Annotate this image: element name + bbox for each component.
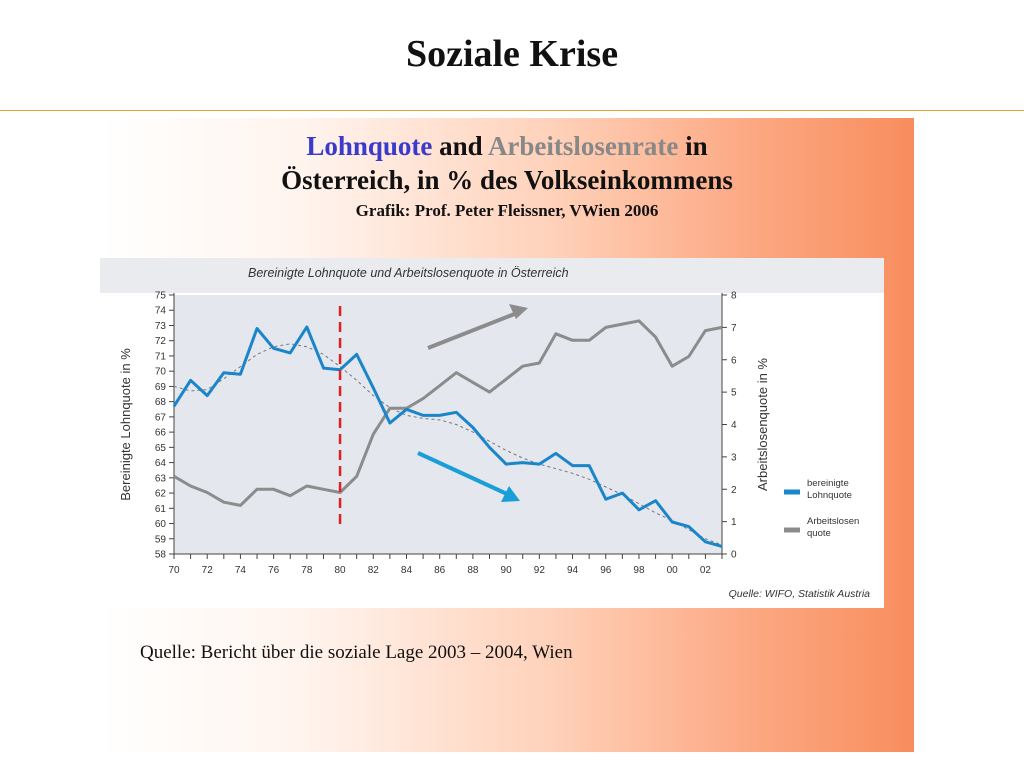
legend-label-line1: Arbeitslosen (807, 516, 860, 527)
line-chart (100, 258, 884, 608)
chart-container (100, 258, 884, 608)
legend-label-line2: quote (807, 528, 831, 539)
x-tick-label: 96 (600, 565, 612, 576)
legend (784, 478, 859, 539)
x-tick-label: 72 (201, 565, 213, 576)
heading-and: and (439, 131, 483, 161)
left-tick-label: 60 (154, 519, 166, 531)
right-tick-label: 0 (731, 549, 737, 561)
left-tick-label: 68 (154, 397, 166, 409)
heading-line-1 (100, 130, 914, 164)
left-tick-label: 72 (154, 336, 166, 348)
chart-source: Quelle: WIFO, Statistik Austria (728, 588, 870, 600)
right-tick-label: 7 (731, 322, 737, 334)
heading-credit: Grafik: Prof. Peter Fleissner, VWien 2006 (355, 200, 659, 220)
heading-lohnquote: Lohnquote (306, 131, 433, 161)
right-tick-label: 6 (731, 355, 737, 367)
left-tick-label: 62 (154, 488, 166, 500)
left-tick-label: 63 (154, 473, 166, 485)
left-axis (155, 291, 174, 561)
left-tick-label: 71 (154, 351, 166, 363)
right-tick-label: 5 (731, 387, 737, 399)
left-tick-label: 69 (154, 381, 166, 393)
legend-label-line2: Lohnquote (807, 490, 852, 501)
right-axis (722, 291, 737, 561)
left-tick-label: 70 (154, 366, 166, 378)
chart-heading (100, 130, 914, 221)
x-tick-label: 90 (500, 565, 512, 576)
y-axis-right-label: Arbeitslosenquote in % (755, 358, 770, 491)
x-tick-label: 78 (301, 565, 313, 576)
x-tick-label: 92 (533, 565, 545, 576)
left-tick-label: 73 (154, 320, 166, 332)
right-tick-label: 1 (731, 517, 737, 529)
left-tick-label: 64 (154, 458, 166, 470)
left-tick-label: 66 (154, 427, 166, 439)
x-tick-label: 70 (168, 565, 180, 576)
heading-in: in (685, 131, 708, 161)
x-tick-label: 88 (467, 565, 479, 576)
slide-title: Soziale Krise (405, 33, 619, 75)
x-axis (168, 554, 722, 576)
right-tick-label: 2 (731, 484, 737, 496)
left-tick-label: 65 (154, 442, 166, 454)
left-tick-label: 74 (154, 305, 166, 317)
x-tick-label: 00 (666, 565, 678, 576)
x-tick-label: 80 (334, 565, 346, 576)
x-tick-label: 84 (400, 565, 413, 576)
x-tick-label: 82 (367, 565, 379, 576)
right-tick-label: 3 (731, 452, 737, 464)
x-tick-label: 02 (699, 565, 711, 576)
right-tick-label: 4 (731, 420, 737, 431)
x-tick-label: 76 (268, 565, 280, 576)
source-note: Quelle: Bericht über die soziale Lage 2003 – 2004, Wien (140, 642, 573, 663)
chart-title: Bereinigte Lohnquote und Arbeitslosenquote in Österreich (248, 266, 569, 280)
left-tick-label: 75 (154, 290, 166, 302)
heading-line-2: Österreich, in % des Volkseinkommens (281, 164, 733, 195)
x-tick-label: 86 (434, 565, 446, 576)
y-axis-left-label: Bereinigte Lohnquote in % (118, 348, 133, 501)
left-tick-label: 61 (154, 503, 166, 515)
title-divider (0, 110, 1024, 111)
x-tick-label: 98 (633, 565, 645, 576)
right-tick-label: 8 (731, 290, 737, 302)
x-tick-label: 74 (234, 565, 246, 576)
x-tick-label: 94 (566, 565, 579, 576)
heading-arbeitslosenrate: Arbeitslosenrate (487, 131, 679, 161)
legend-label-line1: bereinigte (807, 478, 849, 489)
left-tick-label: 58 (154, 549, 166, 561)
left-tick-label: 59 (154, 534, 166, 546)
left-tick-label: 67 (154, 412, 166, 424)
